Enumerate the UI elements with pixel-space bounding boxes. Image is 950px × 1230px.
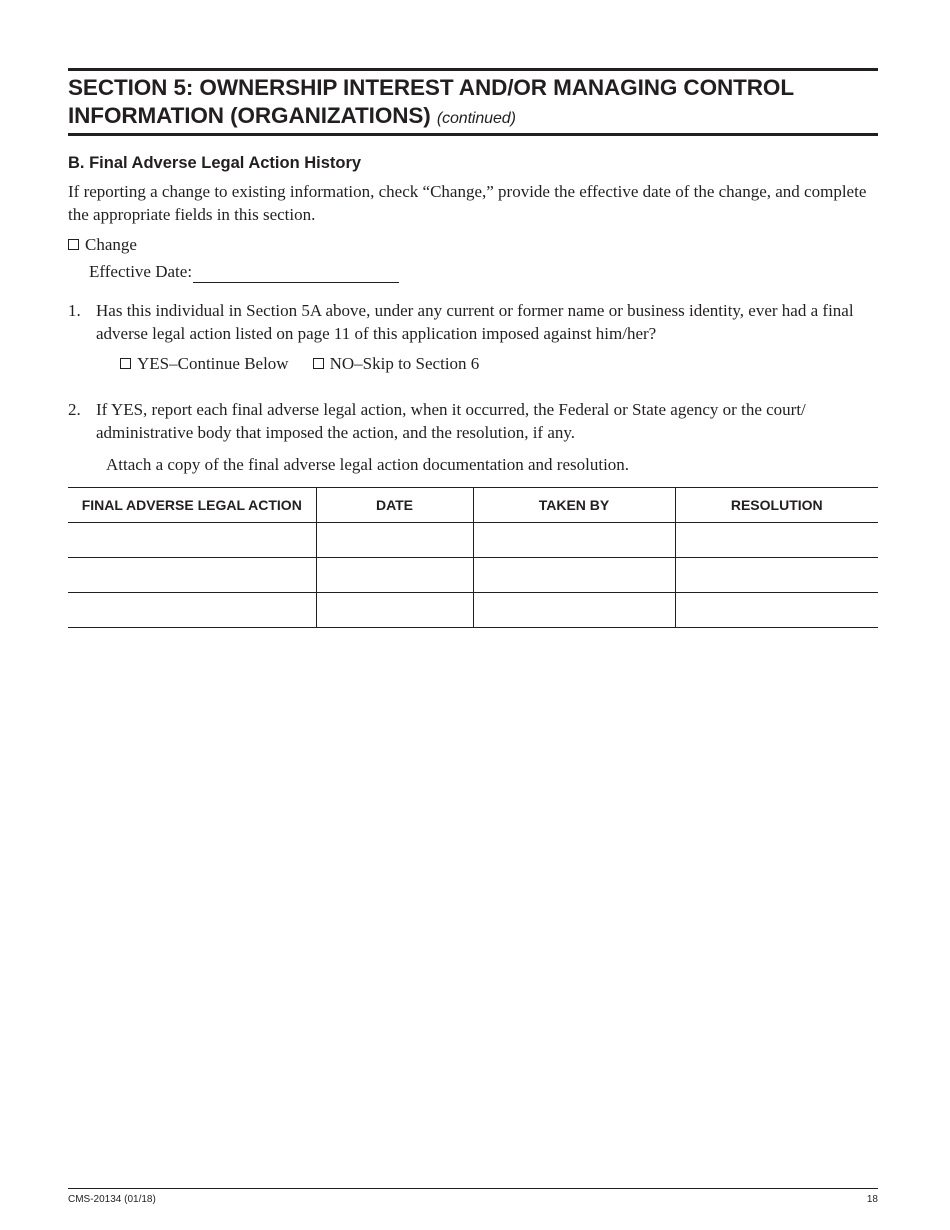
effective-date-label: Effective Date: (89, 262, 193, 281)
taken-by-cell[interactable] (473, 558, 675, 593)
adverse-actions-table (68, 487, 878, 628)
question-1 (68, 299, 883, 345)
attach-instruction: Attach a copy of the final adverse legal action documentation and resolution. (106, 455, 630, 474)
question-2-text: If YES, report each final adverse legal action, when it occurred, the Federal or State agency or the court/ administrative body that imposed the action, and the resolution, if any. (96, 400, 806, 442)
table-row (68, 558, 878, 593)
action-cell[interactable] (68, 558, 316, 593)
header-taken-by: TAKEN BY (473, 488, 675, 523)
question-1-options (120, 352, 479, 375)
question-2-number: 2. (68, 400, 81, 419)
date-cell[interactable] (316, 523, 473, 558)
no-label: NO–Skip to Section 6 (329, 354, 480, 373)
yes-label: YES–Continue Below (137, 354, 289, 373)
section-title (68, 74, 878, 133)
action-cell[interactable] (68, 523, 316, 558)
question-2 (68, 398, 883, 444)
no-option[interactable] (313, 352, 480, 375)
resolution-cell[interactable] (675, 593, 878, 628)
effective-date-row (89, 260, 399, 283)
date-cell[interactable] (316, 593, 473, 628)
header-resolution: RESOLUTION (675, 488, 878, 523)
table-header-row (68, 488, 878, 523)
taken-by-cell[interactable] (473, 593, 675, 628)
action-cell[interactable] (68, 593, 316, 628)
section-title-text: SECTION 5: OWNERSHIP INTEREST AND/OR MANAGING CONTROL INFORMATION (ORGANIZATIONS) (68, 75, 794, 128)
question-1-text: Has this individual in Section 5A above, under any current or former name or business identity, ever had a final adverse legal action listed on page 11 of this application imposed against him/her? (96, 301, 854, 343)
table-row (68, 593, 878, 628)
change-label: Change (85, 235, 137, 254)
subsection-intro: If reporting a change to existing information, check “Change,” provide the effective date of the change, and complete the appropriate fields in this section. (68, 182, 867, 224)
no-checkbox[interactable] (313, 358, 324, 369)
section-continued-label: (continued) (436, 110, 516, 127)
header-final-adverse-legal-action: FINAL ADVERSE LEGAL ACTION (68, 488, 316, 523)
yes-checkbox[interactable] (120, 358, 131, 369)
change-checkbox[interactable] (68, 239, 79, 250)
yes-option[interactable] (120, 352, 289, 375)
taken-by-cell[interactable] (473, 523, 675, 558)
effective-date-field[interactable] (193, 265, 399, 283)
change-option[interactable] (68, 233, 137, 256)
resolution-cell[interactable] (675, 558, 878, 593)
page-number: 18 (866, 1194, 878, 1205)
question-1-number: 1. (68, 301, 81, 320)
header-date: DATE (316, 488, 473, 523)
page-footer (68, 1188, 878, 1206)
section-header (68, 68, 878, 136)
table-row (68, 523, 878, 558)
resolution-cell[interactable] (675, 523, 878, 558)
subsection-heading: B. Final Adverse Legal Action History (68, 154, 362, 172)
form-page (68, 0, 878, 1230)
form-id: CMS-20134 (01/18) (68, 1194, 156, 1205)
date-cell[interactable] (316, 558, 473, 593)
